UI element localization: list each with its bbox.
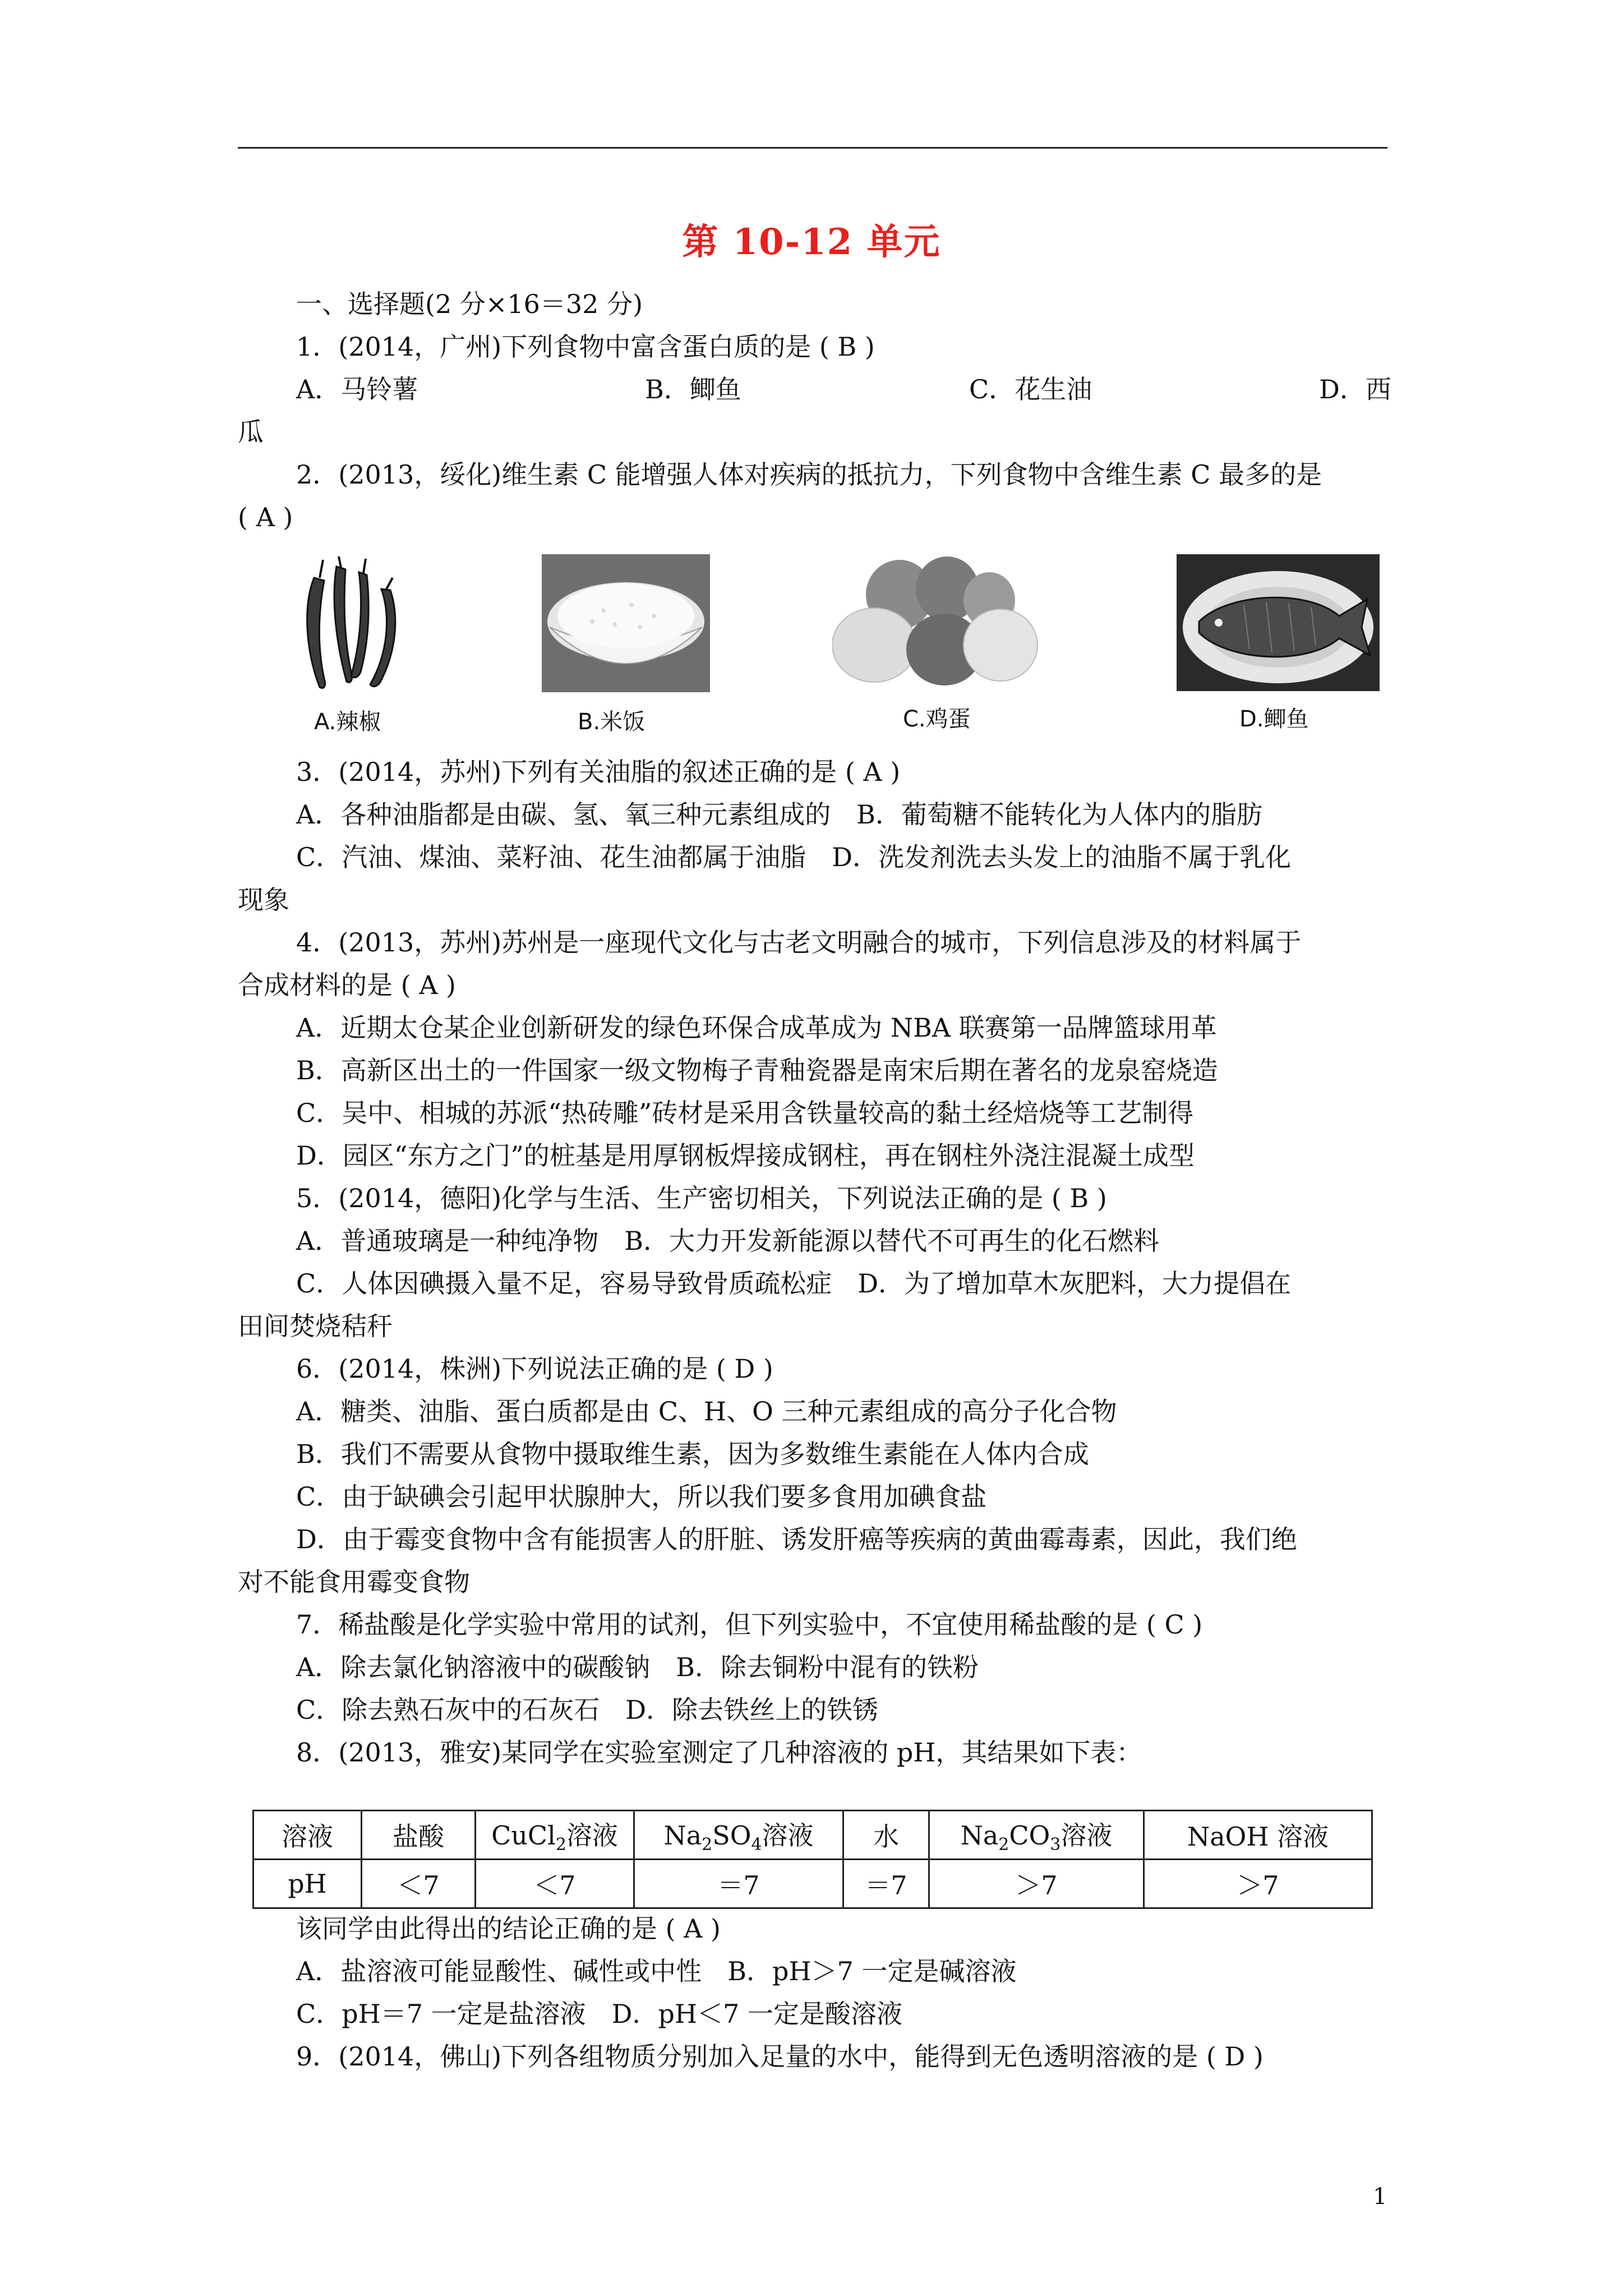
section-heading: 一、选择题(2 分×16＝32 分): [296, 289, 643, 319]
q5-options-ab: A．普通玻璃是一种纯净物 B．大力开发新能源以替代不可再生的化石燃料: [296, 1226, 1160, 1256]
q8-followup: 该同学由此得出的结论正确的是 ( A ): [296, 1913, 721, 1944]
table-cell: ＞7: [1144, 1860, 1372, 1908]
q3-wrap: 现象: [238, 885, 289, 915]
q4-option-c: C．吴中、相城的苏派“热砖雕”砖材是采用含铁量较高的黏土经焙烧等工艺制得: [296, 1098, 1194, 1128]
q2-caption-c: C.鸡蛋: [903, 706, 971, 732]
q1-stem: 1．(2014，广州)下列食物中富含蛋白质的是 ( B ): [296, 332, 875, 362]
eggs-image: [832, 555, 1045, 690]
page-number: 1: [1373, 2184, 1387, 2210]
table-cell: 水: [843, 1811, 929, 1860]
q2-stem: 2．(2013，绥化)维生素 C 能增强人体对疾病的抵抗力，下列食物中含维生素 C 最多的是: [296, 459, 1322, 490]
table-cell: ＞7: [929, 1860, 1144, 1908]
q6-option-c: C．由于缺碘会引起甲状腺肿大，所以我们要多食用加碘食盐: [296, 1481, 987, 1512]
q6-option-b: B．我们不需要从食物中摄取维生素，因为多数维生素能在人体内合成: [296, 1439, 1089, 1469]
rice-bowl-image: [542, 554, 710, 692]
table-cell: ＜7: [476, 1860, 634, 1908]
q8-options-ab: A．盐溶液可能显酸性、碱性或中性 B．pH＞7 一定是碱溶液: [296, 1956, 1017, 1986]
q1-option-a: A．马铃薯: [296, 374, 418, 404]
q2-stem-cont: ( A ): [238, 502, 293, 532]
q9-stem: 9．(2014，佛山)下列各组物质分别加入足量的水中，能得到无色透明溶液的是 ( D ): [296, 2041, 1264, 2072]
q6-option-a: A．糖类、油脂、蛋白质都是由 C、H、O 三种元素组成的高分子化合物: [296, 1396, 1117, 1427]
q5-options-cd: C．人体因碘摄入量不足，容易导致骨质疏松症 D．为了增加草木灰肥料，大力提倡在: [296, 1268, 1292, 1299]
ph-table: [252, 1810, 1373, 1909]
table-row: [253, 1860, 1372, 1908]
q4-option-b: B．高新区出土的一件国家一级文物梅子青釉瓷器是南宋后期在著名的龙泉窑烧造: [296, 1055, 1218, 1085]
q5-wrap: 田间焚烧秸秆: [238, 1311, 393, 1341]
q1-option-b: B．鲫鱼: [645, 374, 741, 404]
table-cell: 溶液: [253, 1811, 362, 1860]
q4-option-a: A．近期太仓某企业创新研发的绿色环保合成革成为 NBA 联赛第一品牌篮球用革: [296, 1013, 1217, 1043]
q4-stem-cont: 合成材料的是 ( A ): [238, 970, 456, 1000]
q3-options-cd: C．汽油、煤油、菜籽油、花生油都属于油脂 D．洗发剂洗去头发上的油脂不属于乳化: [296, 842, 1292, 872]
chili-pepper-image: [297, 555, 404, 696]
q3-stem: 3．(2014，苏州)下列有关油脂的叙述正确的是 ( A ): [296, 757, 901, 787]
page-title: 第 10-12 单元: [682, 221, 941, 263]
table-cell: $Na_2SO_4$溶液: [634, 1811, 843, 1860]
q2-caption-a: A.辣椒: [314, 709, 381, 735]
q5-stem: 5．(2014，德阳)化学与生活、生产密切相关，下列说法正确的是 ( B ): [296, 1183, 1107, 1213]
table-cell: NaOH 溶液: [1144, 1811, 1372, 1860]
header-rule: [238, 147, 1387, 149]
q8-options-cd: C．pH＝7 一定是盐溶液 D．pH＜7 一定是酸溶液: [296, 1999, 902, 2029]
table-cell: ＝7: [634, 1860, 843, 1908]
q7-options-cd: C．除去熟石灰中的石灰石 D．除去铁丝上的铁锈: [296, 1695, 879, 1725]
q2-caption-d: D.鲫鱼: [1239, 706, 1309, 732]
table-cell: CuCl$_2$溶液: [476, 1811, 634, 1860]
q6-stem: 6．(2014，株洲)下列说法正确的是 ( D ): [296, 1354, 773, 1384]
q6-wrap: 对不能食用霉变食物: [238, 1567, 470, 1597]
q3-options-ab: A．各种油脂都是由碳、氢、氧三种元素组成的 B．葡萄糖不能转化为人体内的脂肪: [296, 799, 1263, 830]
table-cell: 盐酸: [362, 1811, 476, 1860]
q7-stem: 7．稀盐酸是化学实验中常用的试剂，但下列实验中，不宜使用稀盐酸的是 ( C ): [296, 1609, 1203, 1640]
table-row: [253, 1811, 1372, 1860]
q1-wrap: 瓜: [238, 417, 264, 447]
table-cell: pH: [253, 1860, 362, 1908]
q6-option-d: D．由于霉变食物中含有能损害人的肝脏、诱发肝癌等疾病的黄曲霉毒素，因此，我们绝: [296, 1524, 1297, 1554]
q2-caption-b: B.米饭: [578, 709, 645, 735]
table-cell: ＝7: [843, 1860, 929, 1908]
q4-stem: 4．(2013，苏州)苏州是一座现代文化与古老文明融合的城市，下列信息涉及的材料属于: [296, 927, 1302, 958]
fish-plate-image: [1177, 554, 1380, 691]
q8-stem: 8．(2013，雅安)某同学在实验室测定了几种溶液的 pH，其结果如下表：: [296, 1737, 1142, 1768]
q1-option-c: C．花生油: [969, 374, 1092, 404]
q1-option-d: D．西: [1319, 374, 1391, 404]
q4-option-d: D．园区“东方之门”的桩基是用厚钢板焊接成钢柱，再在钢柱外浇注混凝土成型: [296, 1140, 1195, 1171]
q7-options-ab: A．除去氯化钠溶液中的碳酸钠 B．除去铜粉中混有的铁粉: [296, 1652, 979, 1682]
table-cell: ＜7: [362, 1860, 476, 1908]
table-cell: $Na_2CO_3$溶液: [929, 1811, 1144, 1860]
